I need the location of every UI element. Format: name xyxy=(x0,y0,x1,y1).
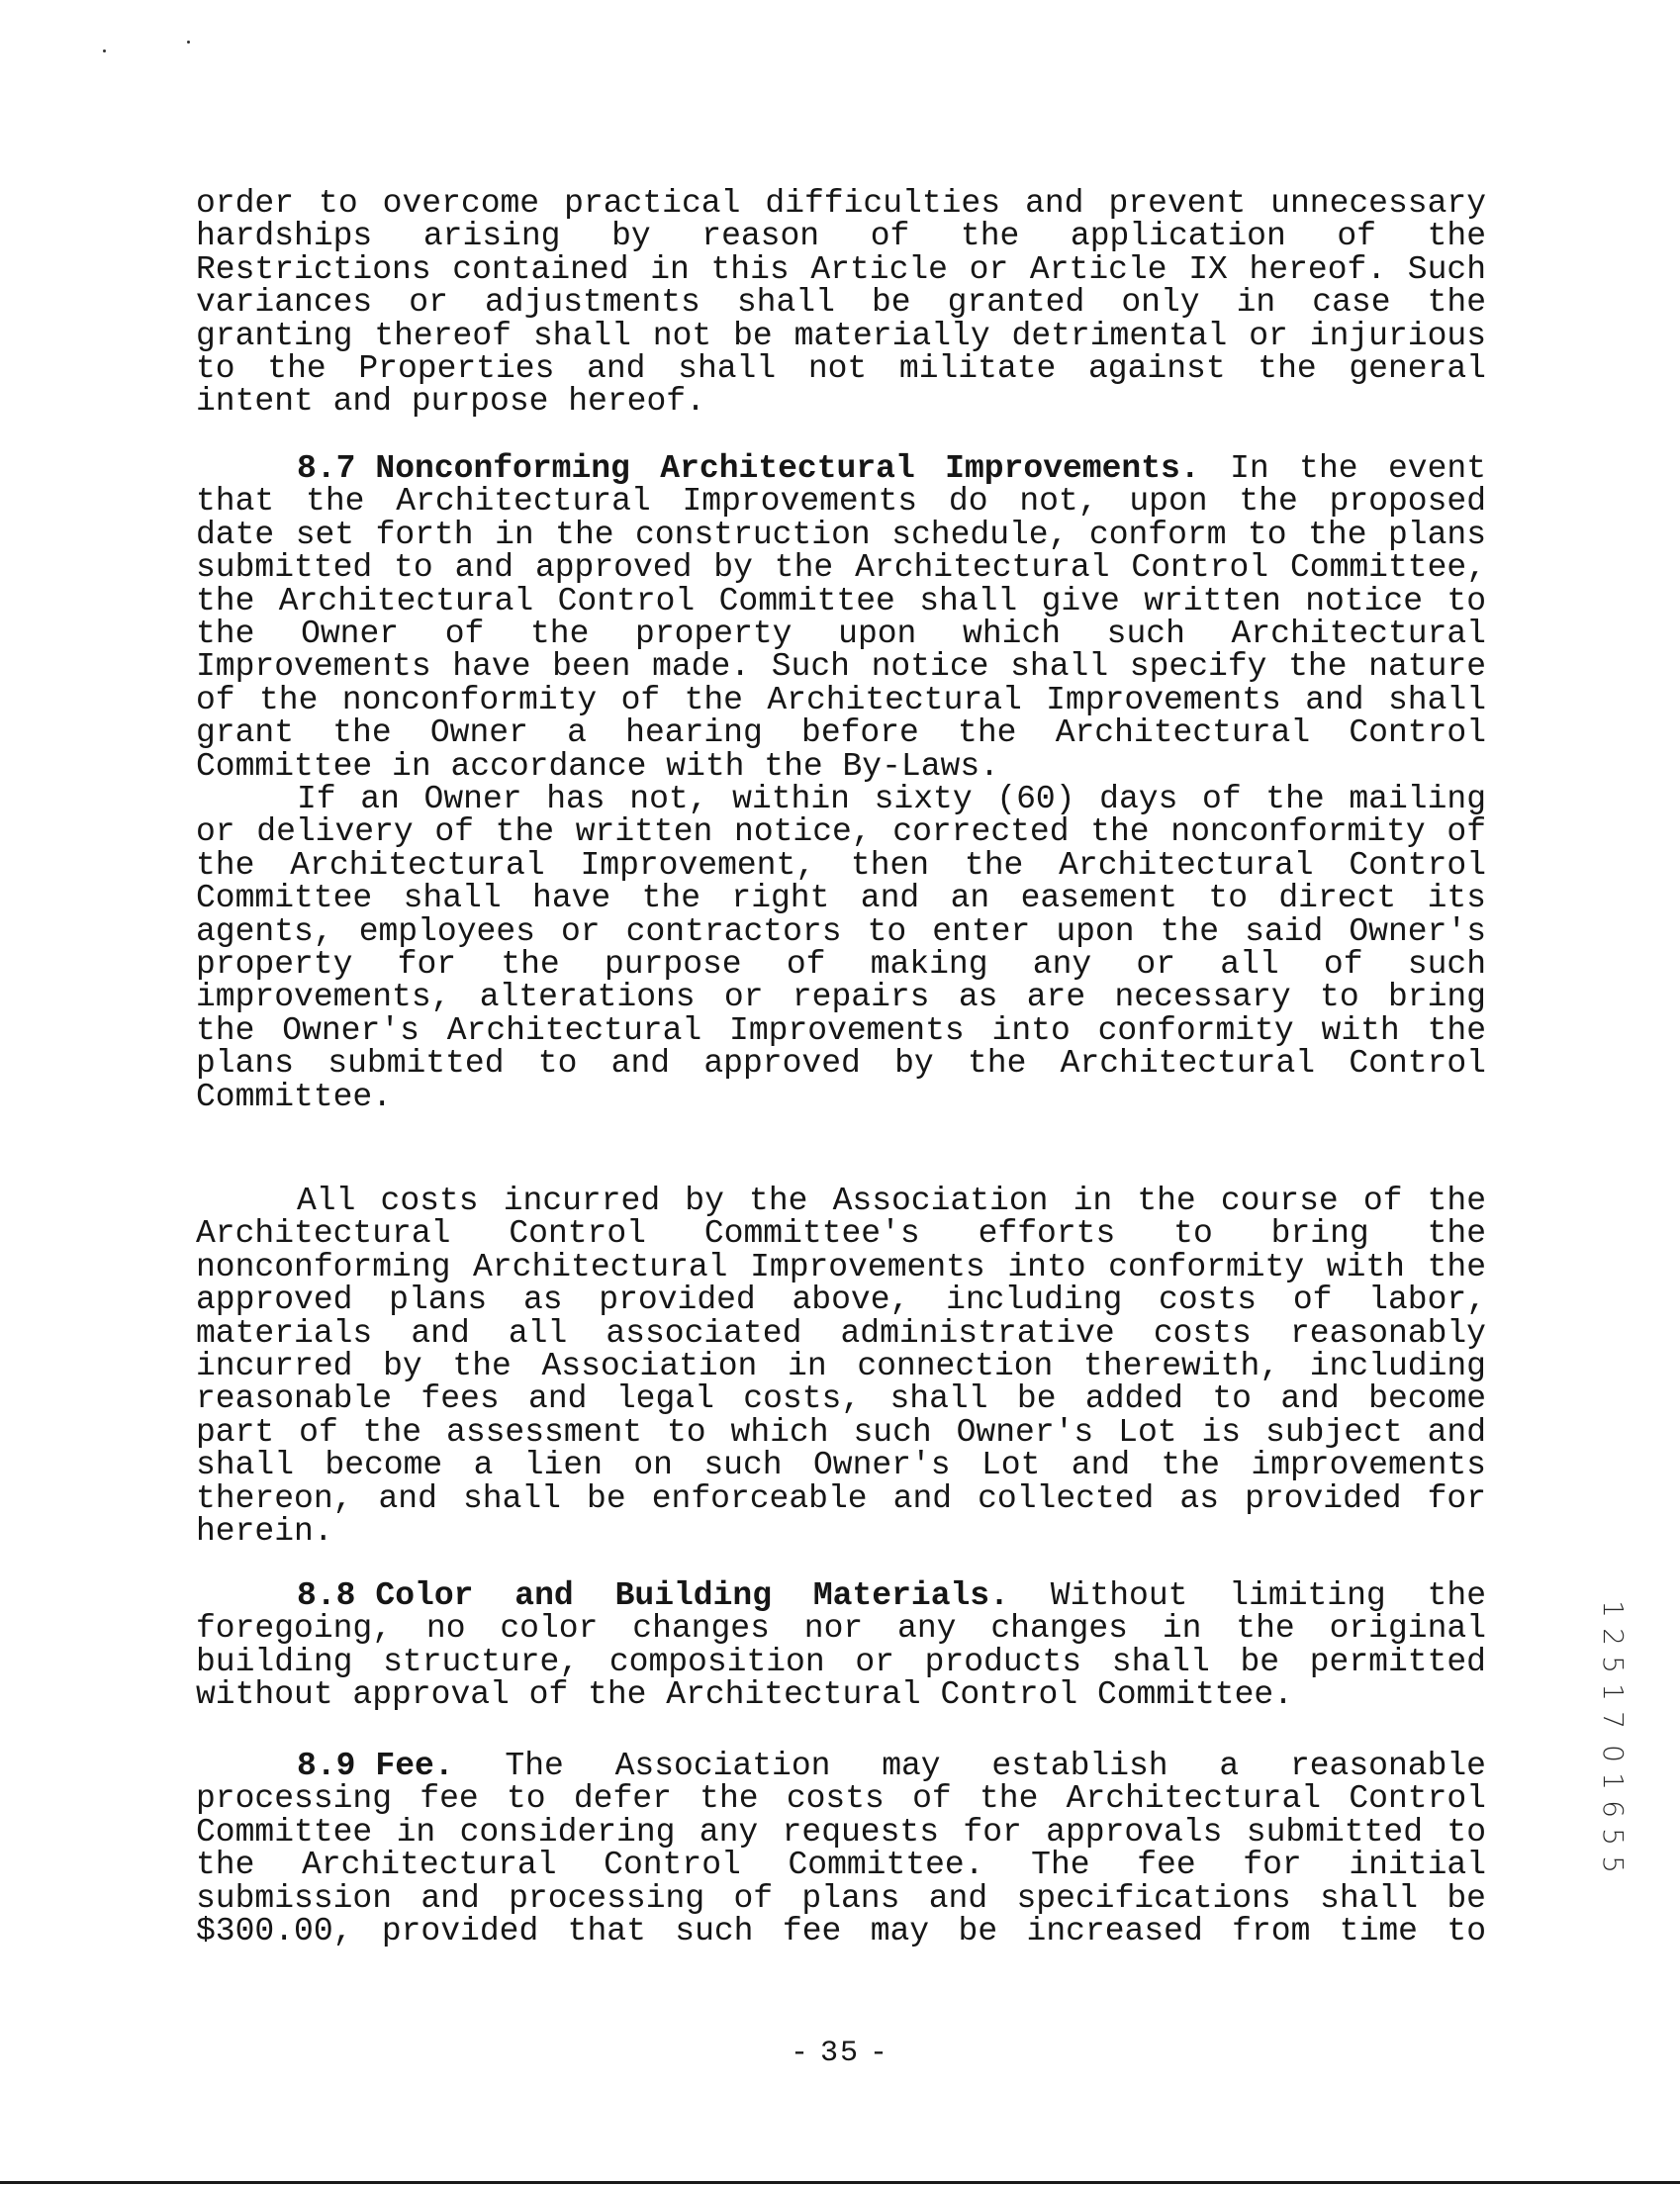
paragraph-text: All costs incurred by the Association in the course of the Architectural Control Committee's efforts to bring the nonconforming Architectural Improvements into conformity with the approved plans as provided above, including costs of labor, materials and all associated administrative costs reasonably incurred by the Association in connection therewith, including reasonable fees and legal costs, shall be added to and become part of the assessment to which such Owner's Lot is subject and shall become a lien on such Owner's Lot and the improvements thereon, and shall be enforceable and collected as provided for herein. xyxy=(196,1183,1486,1551)
margin-stamp-digit: 6 xyxy=(1597,1800,1630,1818)
page-number-dash-left: - xyxy=(790,2037,810,2070)
section-body: In the event that the Architectural Improvements do not, upon the proposed date set forth in the construction schedule, conform to the plans submitted to and approved by the Architectural Control Committee, the Architectural Control Committee shall give written notice to the Owner of the property upon which such Architectural Improvements have been made. Such notice shall specify the nature of the nonconformity of the Architectural Improvements and shall grant the Owner a hearing before the Architectural Control Committee in accordance with the By-Laws. xyxy=(196,450,1487,785)
section-body: Without limiting the foregoing, no color changes nor any changes in the original building structure, composition or products shall be permitted without approval of the Architectural Control Committee. xyxy=(196,1577,1486,1714)
section-heading xyxy=(297,1577,1009,1614)
section-number: 8.8 xyxy=(297,1577,356,1614)
margin-stamp-digit: 5 xyxy=(1597,1828,1630,1846)
paragraph-costs xyxy=(196,1183,1486,1551)
scan-speck xyxy=(187,41,190,44)
margin-stamp-digit: 1 xyxy=(1597,1600,1630,1618)
section-8-7 xyxy=(196,452,1486,783)
section-title: Fee. xyxy=(375,1748,454,1784)
section-paragraph xyxy=(196,1750,1486,1948)
margin-stamp-digit: 2 xyxy=(1597,1628,1630,1646)
section-body: The Association may establish a reasonable processing fee to defer the costs of the Architectural Control Committee in considering any requests for approvals submitted to the Architectural Control Committee. The fee for initial submission and processing of plans and specifications shall be $300.00, provided that such fee may be increased from time to xyxy=(196,1748,1486,1950)
margin-stamp-digit: 1 xyxy=(1597,1772,1630,1790)
scan-speck xyxy=(103,49,106,52)
margin-stamp-digit: 5 xyxy=(1597,1656,1630,1673)
margin-stamp-digit: 5 xyxy=(1597,1855,1630,1873)
margin-stamp-top xyxy=(1598,1595,1628,1734)
page-number-dash-right: - xyxy=(870,2037,890,2070)
margin-stamp-bottom xyxy=(1598,1740,1628,1878)
margin-stamp-digit: 1 xyxy=(1597,1683,1630,1701)
section-number: 8.7 xyxy=(297,450,356,487)
margin-stamp-digit: 0 xyxy=(1597,1745,1630,1762)
section-heading xyxy=(297,450,1200,487)
section-paragraph xyxy=(196,452,1486,783)
margin-stamp-digit: 7 xyxy=(1597,1711,1630,1729)
paragraph-owner-notice xyxy=(196,783,1486,1113)
section-paragraph xyxy=(196,1579,1486,1712)
page-number xyxy=(0,2037,1680,2070)
scan-bottom-edge xyxy=(0,2181,1680,2184)
paragraph-text: order to overcome practical difficulties and prevent unnecessary hardships arising by reason of the application of the Restrictions contained in this Article or Article IX hereof. Such variances or adjustments shall be granted only in case the granting thereof shall not be materially detrimental or injurious to the Properties and shall not militate against the general intent and purpose hereof. xyxy=(196,185,1486,421)
paragraph-continuation xyxy=(196,187,1486,419)
section-8-8 xyxy=(196,1579,1486,1712)
section-title: Color and Building Materials. xyxy=(375,1577,1009,1614)
section-heading xyxy=(297,1748,454,1784)
page-number-value: 35 xyxy=(819,2037,860,2070)
paragraph-text: If an Owner has not, within sixty (60) days of the mailing or delivery of the written notice, corrected the nonconformity of the Architectural Improvement, then the Architectural Control Committee shall have the right and an easement to direct its agents, employees or contractors to enter upon the said Owner's property for the purpose of making any or all of such improvements, alterations or repairs as are necessary to bring the Owner's Architectural Improvements into conformity with the plans submitted to and approved by the Architectural Control Committee. xyxy=(196,781,1486,1115)
section-8-9 xyxy=(196,1750,1486,1948)
section-title: Nonconforming Architectural Improvements. xyxy=(375,450,1200,487)
section-number: 8.9 xyxy=(297,1748,356,1784)
